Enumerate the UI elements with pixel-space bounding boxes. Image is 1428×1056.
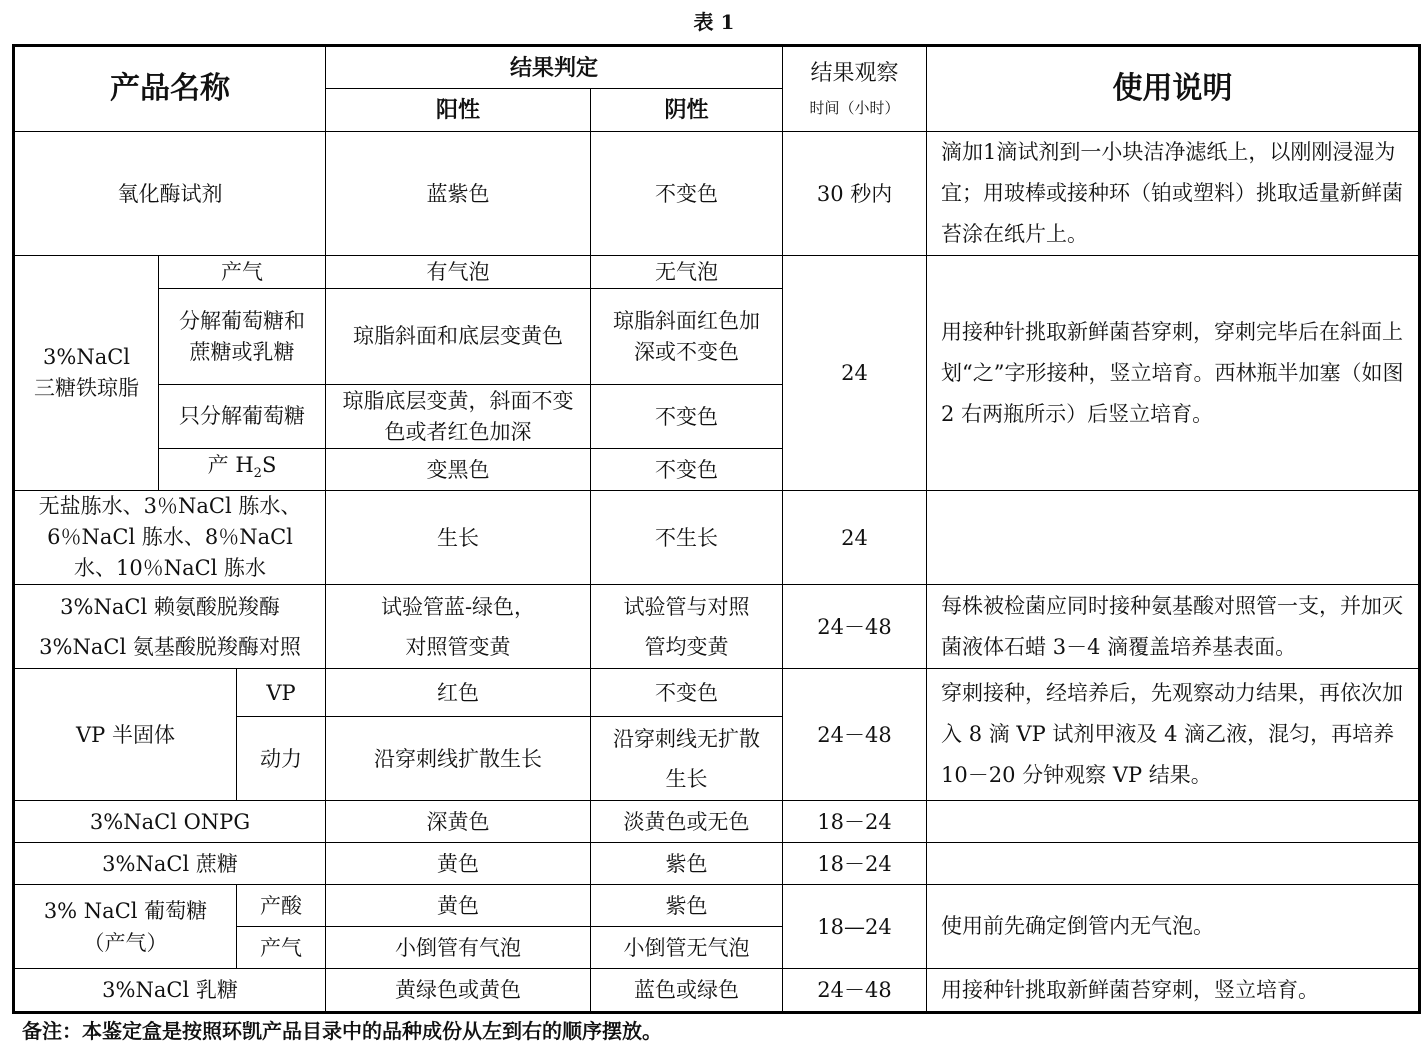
header-positive: 阳性: [326, 89, 591, 132]
header-time: [783, 46, 927, 132]
row-glucose-sub2-positive: 小倒管有气泡: [326, 927, 591, 969]
row-lysine-negative: [591, 585, 783, 669]
row-onpg-usage: [927, 801, 1420, 843]
row-lysine-name: [14, 585, 326, 669]
row-oxidase-positive: 蓝紫色: [326, 132, 591, 256]
row-tsi-sub4-name: [159, 449, 326, 491]
row-oxidase-negative: 不变色: [591, 132, 783, 256]
header-time-line2: 时间（小时）: [809, 99, 900, 117]
row-tsi-sub2-name: 分解葡萄糖和蔗糖或乳糖: [159, 289, 326, 385]
row-sucrose-time: 18－24: [783, 843, 927, 885]
table-row: [14, 585, 1420, 669]
row-tsi-sub4-positive: 变黑色: [326, 449, 591, 491]
row-peptone-negative: 不生长: [591, 491, 783, 585]
row-vp-sub2-positive: 沿穿刺线扩散生长: [326, 717, 591, 801]
row-lactose-time: 24－48: [783, 969, 927, 1013]
header-negative: 阴性: [591, 89, 783, 132]
row-sucrose-negative: 紫色: [591, 843, 783, 885]
row-tsi-sub3-negative: 不变色: [591, 385, 783, 449]
row-tsi-usage: 用接种针挑取新鲜菌苔穿刺，穿刺完毕后在斜面上划“之”字形接种，竖立培育。西林瓶半加塞（如图 2 右两瓶所示）后竖立培育。: [927, 256, 1420, 491]
row-lysine-time: 24－48: [783, 585, 927, 669]
row-glucose-name-line1: 3% NaCl 葡萄糖: [43, 898, 208, 923]
row-oxidase-name: 氧化酶试剂: [14, 132, 326, 256]
row-tsi-sub1-negative: 无气泡: [591, 256, 783, 289]
row-onpg-name: 3%NaCl ONPG: [14, 801, 326, 843]
header-product-name: 产品名称: [14, 46, 326, 132]
row-glucose-sub1-negative: 紫色: [591, 885, 783, 927]
row-vp-usage: 穿刺接种，经培养后，先观察动力结果，再依次加入 8 滴 VP 试剂甲液及 4 滴乙液，混匀，再培养 10－20 分钟观察 VP 结果。: [927, 669, 1420, 801]
h2s-suffix: S: [261, 453, 277, 477]
row-vp-sub1-positive: 红色: [326, 669, 591, 717]
row-vp-name: VP 半固体: [14, 669, 237, 801]
row-sucrose-positive: 黄色: [326, 843, 591, 885]
row-tsi-sub1-name: 产气: [159, 256, 326, 289]
row-onpg-time: 18－24: [783, 801, 927, 843]
row-lysine-usage: 每株被检菌应同时接种氨基酸对照管一支，并加灭菌液体石蜡 3－4 滴覆盖培养基表面。: [927, 585, 1420, 669]
row-tsi-name: 3%NaCl 三糖铁琼脂: [14, 256, 159, 491]
row-glucose-usage: 使用前先确定倒管内无气泡。: [927, 885, 1420, 969]
row-lactose-positive: 黄绿色或黄色: [326, 969, 591, 1013]
row-lysine-negative-line1: 试验管与对照: [623, 594, 750, 619]
row-tsi-sub2-negative: 琼脂斜面红色加深或不变色: [591, 289, 783, 385]
row-lysine-negative-line2: 管均变黄: [644, 634, 729, 659]
table-row: [14, 669, 1420, 717]
row-tsi-time: 24: [783, 256, 927, 491]
row-lactose-name: 3%NaCl 乳糖: [14, 969, 326, 1013]
row-vp-sub2-negative: 沿穿刺线无扩散生长: [591, 717, 783, 801]
row-vp-sub2-name: 动力: [237, 717, 326, 801]
row-onpg-positive: 深黄色: [326, 801, 591, 843]
row-glucose-name-line2: （产气）: [83, 930, 168, 955]
row-tsi-sub3-name: 只分解葡萄糖: [159, 385, 326, 449]
row-peptone-name: 无盐胨水、3％NaCl 胨水、6％NaCl 胨水、8％NaCl 水、10％NaCl 胨水: [14, 491, 326, 585]
row-glucose-sub2-name: 产气: [237, 927, 326, 969]
row-glucose-name: [14, 885, 237, 969]
table-row: [14, 801, 1420, 843]
row-vp-time: 24－48: [783, 669, 927, 801]
row-lysine-positive-line1: 试验管蓝-绿色，: [380, 594, 536, 619]
header-time-line1: 结果观察: [810, 61, 899, 86]
identification-table: [12, 44, 1421, 1014]
row-tsi-sub4-negative: 不变色: [591, 449, 783, 491]
footnote: 备注：本鉴定盒是按照环凯产品目录中的品种成份从左到右的顺序摆放。: [22, 1019, 662, 1043]
row-oxidase-time: 30 秒内: [783, 132, 927, 256]
row-lysine-name-line2: 3%NaCl 氨基酸脱羧酶对照: [39, 634, 301, 659]
row-glucose-sub2-negative: 小倒管无气泡: [591, 927, 783, 969]
h2s-subscript: 2: [253, 466, 262, 482]
row-peptone-time: 24: [783, 491, 927, 585]
row-glucose-time: 18—24: [783, 885, 927, 969]
row-tsi-sub2-positive: 琼脂斜面和底层变黄色: [326, 289, 591, 385]
row-peptone-usage: [927, 491, 1420, 585]
header-result: 结果判定: [326, 46, 783, 89]
row-peptone-positive: 生长: [326, 491, 591, 585]
row-glucose-sub1-name: 产酸: [237, 885, 326, 927]
row-sucrose-usage: [927, 843, 1420, 885]
row-lysine-positive: [326, 585, 591, 669]
row-tsi-sub1-positive: 有气泡: [326, 256, 591, 289]
table-row: [14, 132, 1420, 256]
table-row: [14, 885, 1420, 927]
row-lysine-name-line1: 3%NaCl 赖氨酸脱羧酶: [60, 594, 280, 619]
table-row: [14, 969, 1420, 1013]
row-oxidase-usage: 滴加1滴试剂到一小块洁净滤纸上，以刚刚浸湿为宜；用玻棒或接种环（铂或塑料）挑取适量新鲜菌苔涂在纸片上。: [927, 132, 1420, 256]
row-lactose-usage: 用接种针挑取新鲜菌苔穿刺，竖立培育。: [927, 969, 1420, 1013]
row-sucrose-name: 3%NaCl 蔗糖: [14, 843, 326, 885]
row-onpg-negative: 淡黄色或无色: [591, 801, 783, 843]
row-glucose-sub1-positive: 黄色: [326, 885, 591, 927]
header-usage: 使用说明: [927, 46, 1420, 132]
row-lactose-negative: 蓝色或绿色: [591, 969, 783, 1013]
table-caption: 表 1: [693, 10, 735, 34]
table-row: [14, 256, 1420, 289]
row-vp-sub1-name: VP: [237, 669, 326, 717]
row-vp-sub1-negative: 不变色: [591, 669, 783, 717]
table-row: [14, 491, 1420, 585]
row-tsi-sub3-positive: 琼脂底层变黄，斜面不变色或者红色加深: [326, 385, 591, 449]
table-row: [14, 843, 1420, 885]
h2s-prefix: 产 H: [207, 453, 254, 477]
row-lysine-positive-line2: 对照管变黄: [405, 634, 511, 659]
